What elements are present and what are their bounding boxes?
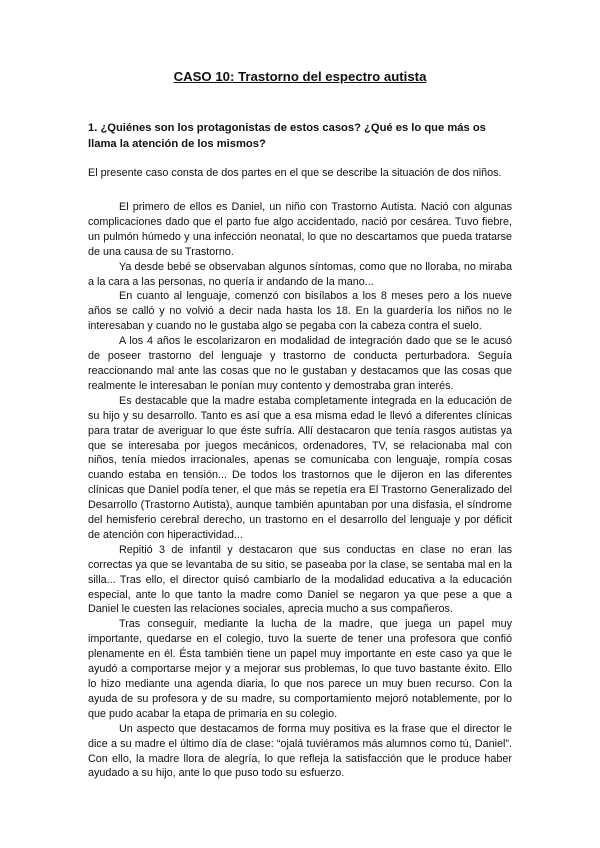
paragraph-4: A los 4 años le escolarizaron en modalidad de integración dado que se le acusó de poseer trastorno del lenguaje y trastorno de conducta perturbadora. Seguía reaccionando mal ante las cosas que no le gustaban y destacamos que las cosas que realmente le interesaban le ponían muy contento y demostraba gran interés. bbox=[88, 335, 512, 392]
page-title bbox=[88, 69, 512, 85]
question-heading: 1. ¿Quiénes son los protagonistas de estos casos? ¿Qué es lo que más os llama la atención de los mismos? bbox=[88, 122, 486, 150]
paragraph-8: Un aspecto que destacamos de forma muy positiva es la frase que el director le dice a su madre el último día de clase: “ojalá tuviéramos más alumnos como tú, Daniel”. Con ello, la madre llora de alegría, lo que refleja la satisfacción que le produce haber ayudado a su hijo, ante lo que puso todo su esfuerzo. bbox=[88, 722, 512, 780]
paragraph-6: Repitió 3 de infantil y destacaron que sus conductas en clase no eran las correctas ya que se levantaba de su sitio, se paseaba por la clase, se sentaba mal en la silla... Tras ello, el director quisó cambiarlo de la modalidad educativa a la educación especial, ante lo que tanto la madre como Daniel se negaron ya que pese a que a Daniel le cuesten las relaciones sociales, aprecia mucho a sus compañeros. bbox=[88, 543, 512, 616]
paragraph-3: En cuanto al lenguaje, comenzó con bisílabos a los 8 meses pero a los nueve años se calló y no volvió a decir nada hasta los 18. En la guardería los niños no le interesaban y cuando no le gustaba algo se pegaba con la cabeza contra el suelo. bbox=[88, 290, 512, 333]
paragraph-2: Ya desde bebé se observaban algunos síntomas, como que no lloraba, no miraba a la cara a las personas, no quería ir andando de la mano... bbox=[88, 260, 512, 288]
paragraph-7: Tras conseguir, mediante la lucha de la madre, que juega un papel muy importante, quedarse en el colegio, tuvo la suerte de tener una profesora que confió plenamente en él. Ésta también tiene un papel muy importante en este caso ya que le ayudó a comportarse mejor y a mejorar sus problemas, lo que tuvo bastante éxito. Ello lo hizo mediante una agenda diaria, lo que nos parece un muy buen recurso. Con la ayuda de su profesora y de su madre, su comportamiento mejoró notablemente, por lo que pudo acabar la etapa de primaria en su colegio. bbox=[88, 618, 512, 720]
paragraph-5: Es destacable que la madre estaba completamente integrada en la educación de su hijo y su desarrollo. Tanto es así que a esa misma edad le llevó a diferentes clínicas para tratar de averiguar lo que éste sufría. Allí destacaron que tenía rasgos autistas ya que se interesaba por juegos mecánicos, ordenadores, TV, se relacionaba mal con niños, tenía miedos irracionales, apenas se comunicaba con lenguaje, rompía cosas cuando estaba en tensión... De todos los trastornos que le dijeron en las diferentes clínicas que Daniel podía tener, el que más se repetía era El Trastorno Generalizado del Desarrollo (Trastorno Autista), aunque también apuntaban por una disfasia, el síndrome del hemisferio cerebral derecho, un trastorno en el desarrollo del lenguaje y por déficit de atención con hiperactividad... bbox=[88, 394, 512, 541]
paragraph-1: El primero de ellos es Daniel, un niño con Trastorno Autista. Nació con algunas complicaciones dado que el parto fue algo accidentado, nació por cesárea. Tuvo fiebre, un pulmón húmedo y una infección neonatal, lo que no descartamos que pueda tratarse de una causa de su Trastorno. bbox=[88, 201, 512, 258]
page-title-text: CASO 10: Trastorno del espectro autista bbox=[173, 69, 427, 84]
intro-paragraph: El presente caso consta de dos partes en el que se describe la situación de dos niños. bbox=[88, 167, 502, 179]
case-body bbox=[88, 200, 512, 781]
